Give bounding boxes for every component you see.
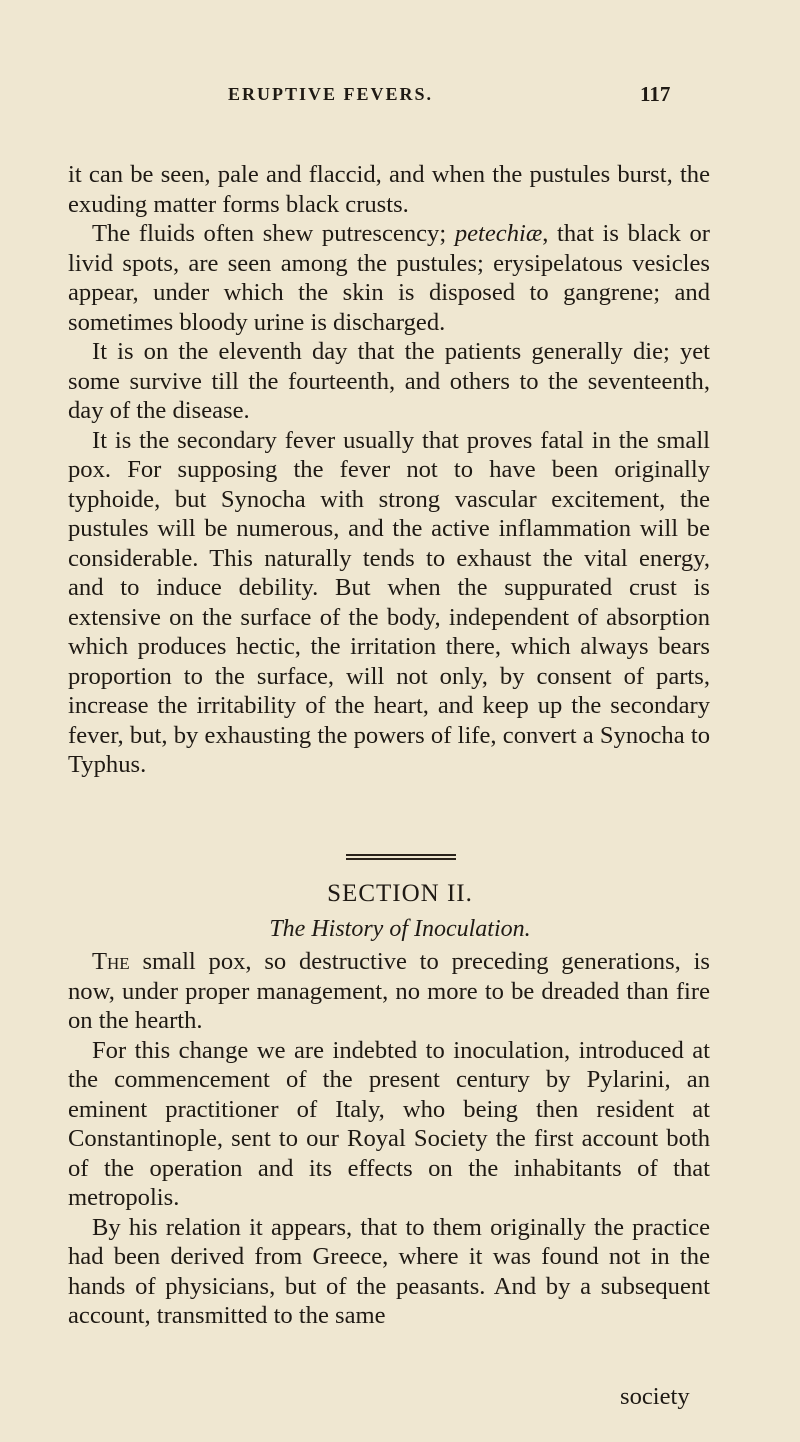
- paragraph: [68, 219, 710, 337]
- catchword: society: [620, 1383, 690, 1410]
- body-text-top: [68, 160, 710, 780]
- smallcaps-lead: The: [92, 948, 130, 975]
- paragraph: By his relation it appears, that to them originally the practice had been derived from Greece, where it was found not in the hands of physicians, but of the peasants. And by a subsequent account, transmitted to the same: [68, 1213, 710, 1329]
- paragraph: It is the secondary fever usually that proves fatal in the small pox. For supposing the fever not to have been originally typhoide, but Synocha with strong vascular excitement, the pustules will be numerous, and the active inflammation will be considerable. This naturally tends to exhaust the vital energy, and to induce debility. But when the suppurated crust is extensive on the surface of the body, independent of absorption which produces hectic, the irritation there, which always bears proportion to the surface, will not only, by consent of parts, increase the irritability of the heart, and keep up the secondary fever, but, by exhausting the powers of life, convert a Synocha to Typhus.: [68, 426, 710, 778]
- paragraph: It is on the eleventh day that the patients generally die; yet some survive till the fourteenth, and others to the seventeenth, day of the disease.: [68, 338, 710, 424]
- page-number: 117: [640, 82, 671, 106]
- running-head-title: ERUPTIVE FEVERS.: [228, 84, 434, 104]
- paragraph: it can be seen, pale and flaccid, and when the pustules burst, the exuding matter forms black crusts.: [68, 161, 710, 218]
- paragraph: For this change we are indebted to inoculation, introduced at the commencement of the present century by Pylarini, an eminent practitioner of Italy, who being then resident at Constantinople, sent to our Royal Society the first account both of the operation and its effects on the inhabitants of that metropolis.: [68, 1036, 710, 1211]
- divider-line: [346, 858, 456, 860]
- paragraph-text: , that is black or livid spots, are seen among the pustules; erysipelatous vesicles appear, under which the skin is disposed to gangrene; and sometimes bloody urine is discharged.: [68, 220, 710, 336]
- section-heading: SECTION II.: [327, 880, 473, 907]
- paragraph: [68, 947, 710, 1036]
- divider-line: [346, 854, 456, 856]
- section-subheading: The History of Inoculation.: [269, 916, 531, 942]
- section-divider: [346, 852, 456, 868]
- paragraph-text: small pox, so destructive to preceding generations, is now, under proper management, no more to be dreaded than fire on the hearth.: [68, 948, 710, 1034]
- italic-term: petechiæ: [454, 220, 543, 247]
- body-text-bottom: [68, 947, 710, 1331]
- paragraph-text: The fluids often shew putrescency;: [92, 220, 455, 247]
- running-head: [228, 82, 671, 114]
